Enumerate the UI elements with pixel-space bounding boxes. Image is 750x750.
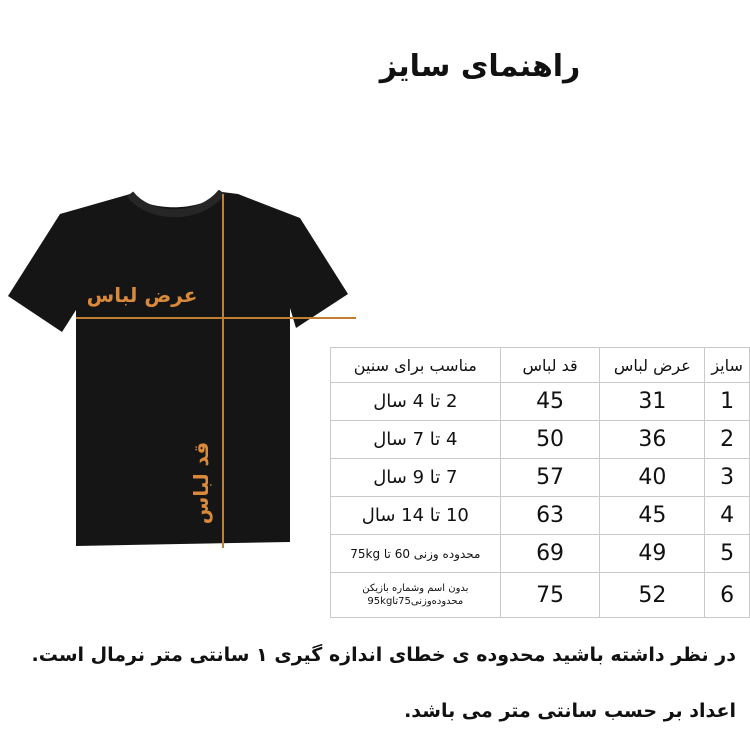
table-row xyxy=(331,383,750,421)
width-label: عرض لباس xyxy=(86,283,198,307)
cell-height: 75 xyxy=(500,573,600,618)
cell-age: 4 تا 7 سال xyxy=(331,421,501,459)
note-measurement-error: در نظر داشته باشید محدوده ی خطای اندازه گیری ۱ سانتی متر نرمال است. xyxy=(31,644,736,666)
header-size: سایز xyxy=(705,348,750,383)
cell-size: 1 xyxy=(705,383,750,421)
cell-height: 50 xyxy=(500,421,600,459)
cell-age: محدوده وزنی 60 تا 75kg xyxy=(331,535,501,573)
cell-height: 45 xyxy=(500,383,600,421)
header-width: عرض لباس xyxy=(600,348,705,383)
cell-size: 5 xyxy=(705,535,750,573)
tshirt-shape xyxy=(8,192,348,546)
cell-size: 2 xyxy=(705,421,750,459)
header-height: قد لباس xyxy=(500,348,600,383)
table-header-row xyxy=(331,348,750,383)
cell-width: 31 xyxy=(600,383,705,421)
cell-height: 69 xyxy=(500,535,600,573)
table-row xyxy=(331,421,750,459)
cell-width: 49 xyxy=(600,535,705,573)
tshirt-graphic xyxy=(0,190,360,550)
cell-height: 63 xyxy=(500,497,600,535)
cell-width: 36 xyxy=(600,421,705,459)
tshirt-illustration xyxy=(0,190,360,550)
cell-age: 10 تا 14 سال xyxy=(331,497,501,535)
cell-age-text: محدوده‌وزنی75تا95kg xyxy=(367,596,464,607)
table-row xyxy=(331,497,750,535)
cell-age xyxy=(331,573,501,618)
cell-age: 7 تا 9 سال xyxy=(331,459,501,497)
cell-width: 45 xyxy=(600,497,705,535)
height-label: قد لباس xyxy=(189,441,213,525)
size-table xyxy=(330,347,750,618)
cell-size: 6 xyxy=(705,573,750,618)
cell-size: 4 xyxy=(705,497,750,535)
cell-width: 52 xyxy=(600,573,705,618)
cell-size: 3 xyxy=(705,459,750,497)
cell-age: 2 تا 4 سال xyxy=(331,383,501,421)
table-row xyxy=(331,459,750,497)
cell-height: 57 xyxy=(500,459,600,497)
header-age: مناسب برای سنین xyxy=(331,348,501,383)
cell-width: 40 xyxy=(600,459,705,497)
cell-age-note: بدون اسم وشماره بازیکن xyxy=(362,583,469,594)
table-row xyxy=(331,535,750,573)
note-units: اعداد بر حسب سانتی متر می باشد. xyxy=(404,700,736,722)
page-title: راهنمای سایز xyxy=(379,49,581,84)
table-row xyxy=(331,573,750,618)
